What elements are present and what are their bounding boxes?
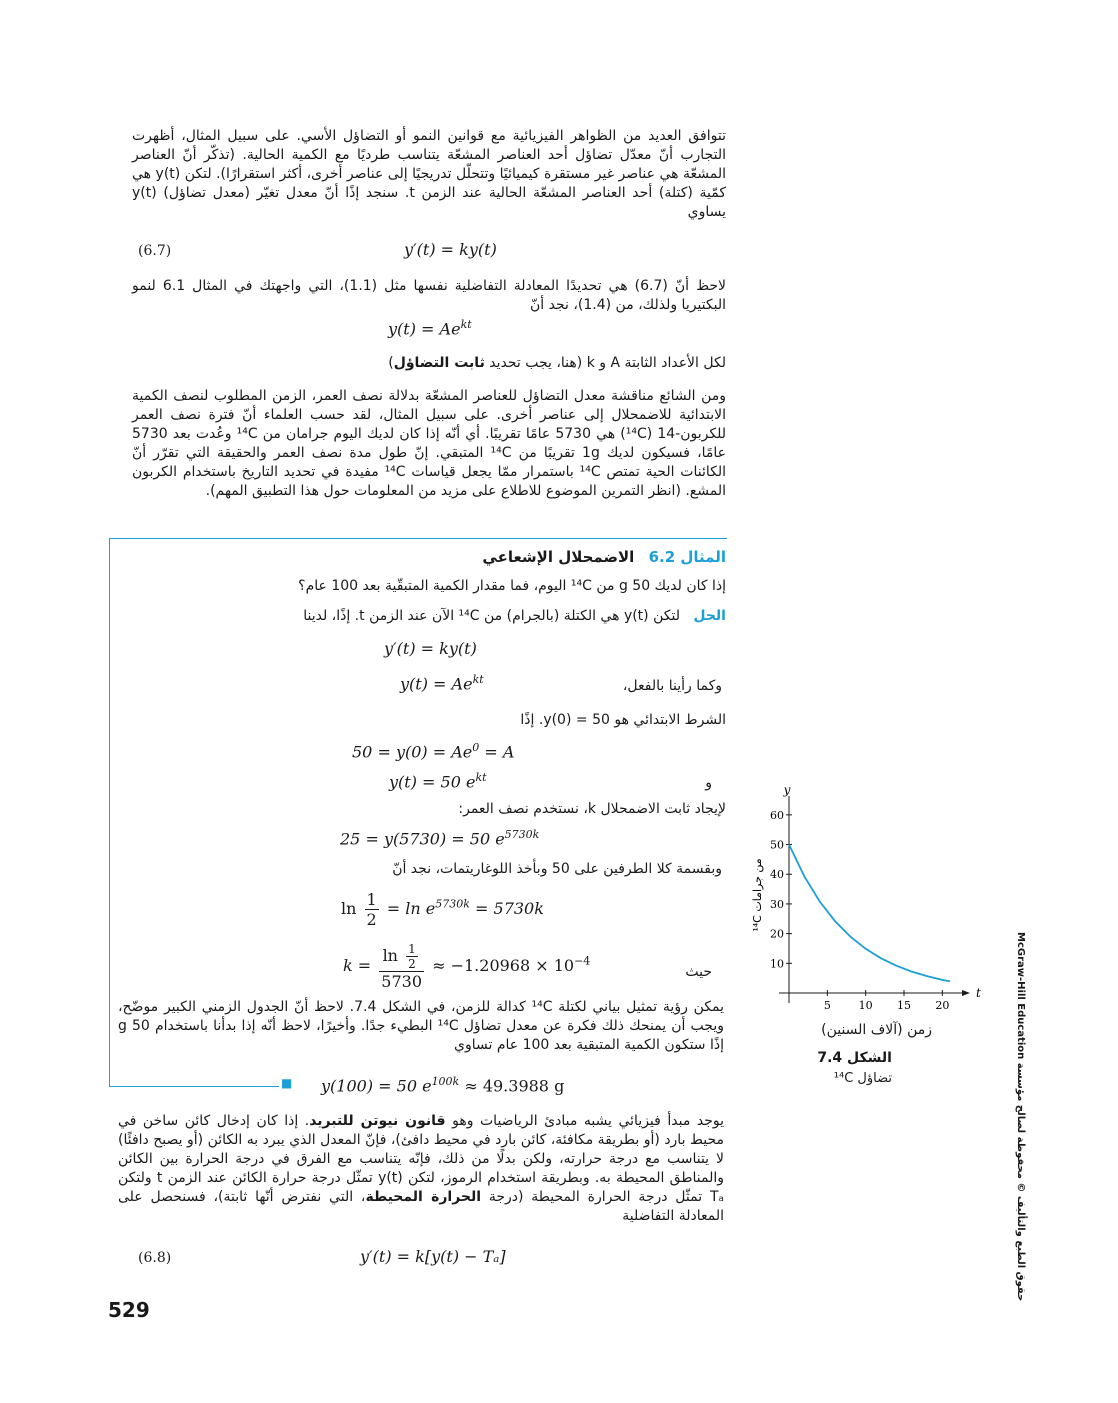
example-eq4: y(t) = 50 $e^{kt}$ (389, 771, 487, 792)
x-tick-label: 5 (823, 999, 831, 1012)
where-text: حيث (685, 964, 712, 980)
y-axis-label: ¹⁴C من جرامات (751, 858, 764, 932)
example-eq2: $y(t) = Ae^{kt}$ (400, 673, 484, 694)
equation-number-6-8: (6.8) (138, 1250, 172, 1266)
solution-label: الحل (693, 608, 726, 624)
example-question: إذا كان لديك 50 g من ¹⁴C اليوم، فما مقدار الكمية المتبقّية بعد 100 عام؟ (298, 578, 726, 594)
y-tick-label: 30 (770, 897, 784, 911)
equation-6-7: y′(t) = ky(t) (404, 240, 497, 259)
example-box-top-border (109, 538, 727, 539)
figure-7-4-chart (740, 782, 990, 1022)
y-tick-label: 20 (770, 927, 784, 941)
graph-paragraph: يمكن رؤية تمثيل بياني لكتلة ¹⁴C كدالة للزمن، في الشكل 7.4. لاحظ أنّ الجدول الزمني الكبير موضّح، ويجب أن يمنحك ذلك فكرة عن معدل تضاؤل ¹⁴C البطيء جدًا. وأخيرًا، لاحظ أنّه إذا بدأنا باستخدام 50 g إذًا ستكون الكمية المتبقية بعد 100 عام تساوي (118, 999, 725, 1053)
example-box-left-border (109, 538, 110, 1086)
seen-text: وكما رأينا بالفعل، (622, 678, 722, 694)
example-eq6: ln $\frac{1}{2}$ = $\ln e^{5730k} = 5730k$ (341, 890, 544, 929)
example-box-bottom-border (109, 1086, 279, 1087)
example-eq3: $50 = y(0) = Ae^0 = A$ (352, 741, 515, 762)
copyright-sidebar: حقوق الطبع والتأليف © محفوظة لصالح مؤسسة McGraw-Hill Education (1015, 932, 1026, 1302)
decay-curve (789, 845, 950, 982)
note-paragraph: لاحظ أنّ (6.7) هي تحديدًا المعادلة التفاضلية نفسها مثل (1.1)، التي واجهتك في المثال 6.1 لنمو البكتيريا ولذلك، من (1.4)، نجد أنّ (132, 278, 726, 313)
y-tick-label: 60 (770, 808, 784, 822)
figure-caption: تضاؤل ¹⁴C (833, 1071, 892, 1086)
x-tick-label: 20 (935, 999, 950, 1012)
divide-text: وبقسمة كلا الطرفين على 50 وبأخذ اللوغاريتمات، نجد أنّ (392, 861, 722, 877)
example-eq7: k = ln $\frac{1}{2}$ 5730 ≈ $-1.20968 \times 10^{-4}$ (343, 942, 591, 991)
equation-6-8: y′(t) = k[y(t) − Tₐ] (360, 1247, 506, 1266)
y-axis-name: y (783, 783, 791, 797)
example-title: الاضمحلال الإشعاعي (482, 548, 635, 566)
figure-xlabel: زمن (آلاف السنين) (821, 1022, 932, 1038)
example-heading (482, 548, 726, 566)
equation-number-6-7: (6.7) (138, 243, 172, 259)
x-tick-label: 15 (897, 999, 911, 1012)
and-text: و (705, 775, 712, 791)
end-of-example-mark: ■ (281, 1076, 293, 1090)
x-tick-label: 10 (858, 999, 873, 1012)
general-solution: $y(t) = Ae^{kt}$ (388, 318, 472, 339)
x-axis-arrow (962, 990, 970, 996)
figure-label: الشكل 7.4 (817, 1050, 892, 1066)
y-tick-label: 50 (770, 838, 784, 852)
example-eq5: 25 = y(5730) = 50 $e^{5730k}$ (340, 828, 540, 849)
half-life-paragraph: ومن الشائع مناقشة معدل التضاؤل للعناصر المشعّة بدلالة نصف العمر، الزمن المطلوب لنصف الكمية الابتدائية للاضمحلال إلى عناصر أخرى. على سبيل المثال، لقد حسب العلماء أنّ فترة نصف العمر للكربون-14 (¹⁴C) هي 5730 عامًا تقريبًا. أي أنّه إذا كان لديك اليوم جرامان من ¹⁴C وعُدت بعد 5730 عامًا، فسيكون لديك 1g تقريبًا من ¹⁴C المتبقي. إنّ طول مدة نصف العمر والحقيقة التي تقرّر أنّ الكائنات الحية تمتص ¹⁴C باستمرار ممّا يجعل قياسات ¹⁴C مفيدة في تحديد التاريخ باستخدام الكربون المشع. (انظر التمرين الموضوع للاطلاع على مزيد من المعلومات حول هذا التطبيق المهم). (132, 388, 727, 499)
solution-line: الحل لتكن y(t) هي الكتلة (بالجرام) من ¹⁴C الآن عند الزمن t. إذًا، لدينا (303, 608, 726, 624)
page-number: 529 (108, 1298, 150, 1322)
example-label: المثال 6.2 (648, 548, 726, 566)
example-eq8: y(100) = 50 $e^{100k} \approx 49.3988$ g (321, 1075, 565, 1096)
y-tick-label: 10 (770, 957, 784, 971)
intro-paragraph: تتوافق العديد من الظواهر الفيزيائية مع قوانين النمو أو التضاؤل الأسي. على سبيل المثال، أظهرت التجارب أنّ معدّل تضاؤل أحد العناصر المشعّة يتناسب طرديًا مع الكمية الحالية. (تذكّر أنّ العناصر المشعّة هي عناصر غير مستقرة كيميائيًا وتتحلّل تدريجيًا إلى عناصر أخرى، أكثر استقرارًا). لتكن y(t) هي كمّية (كتلة) أحد العناصر المشعّة الحالية عند الزمن t. سنجد إذًا أنّ معدل تغيّر (معدل تضاؤل) y(t) يساوي (132, 128, 726, 220)
example-eq1: y′(t) = ky(t) (384, 639, 477, 658)
x-axis-name: t (976, 986, 981, 1000)
y-tick-label: 40 (770, 868, 784, 882)
constants-line: لكل الأعداد الثابتة A و k (هنا، يجب تحديد ثابت التضاؤل) (388, 355, 726, 371)
find-k-text: لإيجاد ثابت الاضمحلال k، نستخدم نصف العمر: (458, 801, 726, 817)
newton-paragraph: يوجد مبدأ فيزيائي يشبه مبادئ الرياضيات وهو قانون نيوتن للتبريد. إذا كان إدخال كائن ساخن في محيط بارد (أو بطريقة مكافئة، كائن بارد في محيط دافئ)، فإنّ المعدل الذي يبرد به الكائن (أو يصبح دافئًا) لا يتناسب مع درجة حرارته، ولكن بدلًا من ذلك، فإنّه يتناسب مع الفرق في درجة الحرارة بين الكائن والمناطق المحيطة به. وبطريقة استخدام الرموز، لتكن y(t) تمثّل درجة حرارة الكائن عند الزمن t ولتكن Tₐ تمثّل درجة الحرارة المحيطة (درجة الحرارة المحيطة، التي نفترض أنّها ثابتة)، فسنحصل على المعادلة التفاضلية (118, 1113, 725, 1224)
initial-condition-text: الشرط الابتدائي هو 50 = y(0). إذًا (520, 712, 726, 728)
